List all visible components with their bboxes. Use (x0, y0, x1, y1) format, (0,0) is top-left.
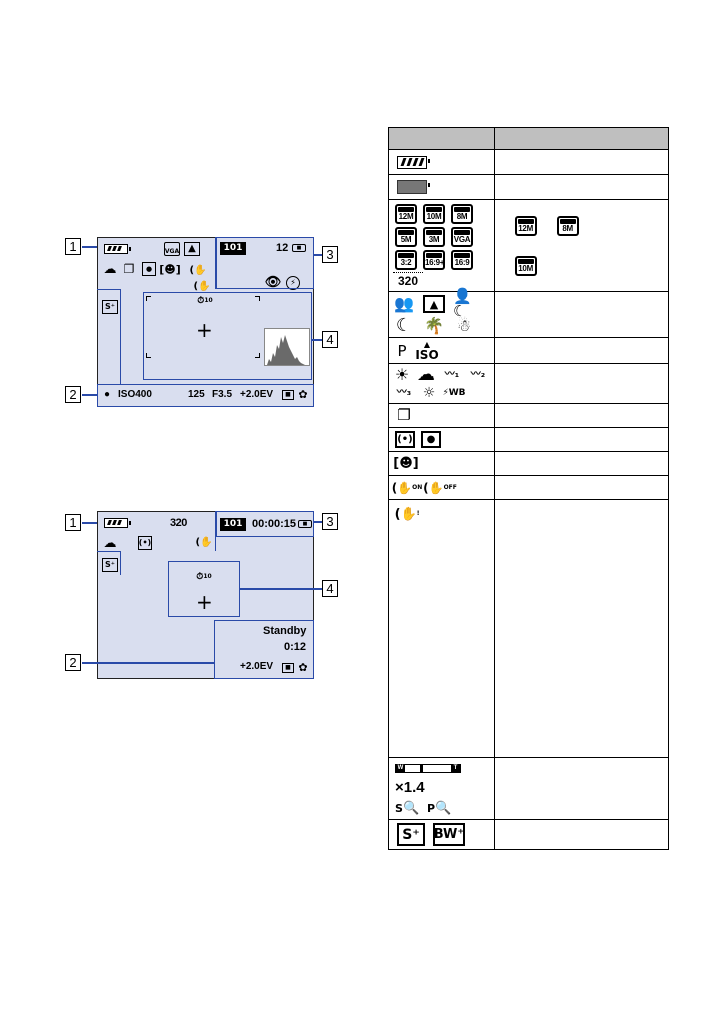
af-crosshair: + (196, 318, 213, 342)
cloudy-icon: ☁ (417, 364, 435, 385)
callout-area-4 (143, 292, 312, 380)
label-4: 4 (322, 331, 338, 348)
image-size-8m-icon: 8M (451, 204, 473, 224)
callout-area-1-tail (97, 551, 121, 575)
table-row (389, 200, 669, 292)
table-row (389, 404, 669, 428)
battery-full-icon (397, 156, 427, 169)
portrait-icon: 👥 (394, 294, 414, 313)
self-timer-icon: ⏱ 10 (197, 295, 213, 306)
ev-value: +2.0EV (240, 661, 274, 672)
label-2: 2 (65, 654, 81, 671)
table-row (389, 175, 669, 200)
folder-icon: 101 (220, 242, 246, 255)
image-size-vga-icon: VGA (164, 242, 180, 256)
table-row (389, 758, 669, 820)
dro-plus-icon: S⁺ (397, 823, 425, 846)
macro-icon: ✿ (298, 660, 308, 674)
callout-area-3 (216, 511, 314, 537)
shutter-speed: 125 (188, 389, 205, 400)
flash-wb-icon: ⚡WB (442, 387, 466, 398)
callout-area-1 (97, 511, 216, 551)
label-2: 2 (65, 386, 81, 403)
macro-icon: ✿ (298, 387, 308, 401)
recording-time: 00:00:15 (252, 518, 297, 530)
steadyshot-on-icon: (✋ ON (391, 480, 423, 495)
dro-plus-icon: S⁺ (102, 558, 118, 572)
image-size-10m-icon: 10M (515, 256, 537, 276)
steadyshot-off-icon: (✋ OFF (423, 480, 457, 495)
table-row (389, 452, 669, 476)
image-size-8m-icon: 8M (557, 216, 579, 236)
image-size-16-9-icon: 16:9 (451, 250, 473, 270)
twilight-portrait-icon: 👤☾ (453, 287, 472, 320)
cloudy-wb-icon: ☁ (103, 535, 117, 551)
dro-bw-icon: BW⁺ (433, 823, 465, 846)
burst-icon: ❐ (123, 262, 135, 276)
table-row (389, 500, 669, 758)
af-crosshair: + (196, 590, 213, 614)
label-1: 1 (65, 238, 81, 255)
battery-empty-icon (397, 180, 427, 194)
image-size-10m-icon: 10M (423, 204, 445, 224)
zoom-multiplier: ×1.4 (395, 778, 425, 796)
label-3: 3 (322, 513, 338, 530)
flash-off-icon: ⚡ (286, 276, 300, 290)
remaining-time: 0:12 (284, 641, 307, 653)
precision-zoom-icon: P 🔍 (427, 800, 452, 816)
cloudy-wb-icon: ☁ (103, 261, 117, 277)
table-row (389, 150, 669, 175)
image-size-12m-icon: 12M (515, 216, 537, 236)
table-row (389, 820, 669, 850)
label-4: 4 (322, 580, 338, 597)
rec-indicator: ● (104, 389, 111, 400)
fluorescent-2-icon: 〰₂ (470, 369, 486, 380)
table-row (389, 364, 669, 404)
table-header (389, 128, 669, 150)
label-1: 1 (65, 514, 81, 531)
aperture-value: F3.5 (212, 389, 233, 400)
image-size-5m-icon: 5M (395, 227, 417, 247)
camera-shake-icon: (✋ ! (394, 506, 420, 522)
callout-area-1-tail (97, 289, 121, 384)
ev-value: +2.0EV (240, 389, 274, 400)
multi-meter-icon: (•) (138, 536, 152, 550)
camera-shake-icon: (✋ (193, 281, 211, 292)
image-size-3-2-icon: 3:2 (395, 250, 417, 270)
twilight-icon: ☾ (395, 315, 413, 336)
callout-area-2 (214, 620, 314, 679)
table-row (389, 292, 669, 338)
icon-table (388, 127, 669, 850)
fluorescent-1-icon: 〰₁ (444, 369, 460, 380)
face-detect-icon: [☻] (159, 262, 181, 276)
iso-icon: ▲ ISO (415, 340, 439, 362)
sun-icon: ☀ (394, 365, 410, 384)
image-size-12m-icon: 12M (395, 204, 417, 224)
self-timer-icon: ⏱ 10 (196, 571, 212, 582)
af-range-icon: ■ (282, 663, 294, 673)
dro-plus-icon: S⁺ (102, 300, 118, 314)
landscape-icon: ▲ (423, 295, 445, 313)
callout-area-2 (97, 384, 314, 407)
movie-size-icon: 320 (170, 517, 187, 529)
beach-icon: 🌴 (424, 316, 444, 335)
burst-icon: ❐ (397, 405, 411, 424)
spot-meter-icon: ● (421, 431, 441, 448)
table-row (389, 428, 669, 452)
smart-zoom-icon: S 🔍 (395, 800, 420, 816)
folder-icon: 101 (220, 518, 246, 531)
incandescent-icon: ☼ (422, 385, 436, 401)
image-size-vga-icon: VGA (451, 227, 473, 247)
callout-area-3 (216, 237, 314, 289)
image-size-3m-icon: 3M (423, 227, 445, 247)
table-row (389, 476, 669, 500)
memory-icon: ■ (292, 244, 306, 252)
callout-area-4 (168, 561, 240, 617)
spot-meter-icon: ● (142, 262, 156, 276)
face-detect-icon: [☻] (393, 456, 419, 471)
af-range-icon: ■ (282, 390, 294, 400)
image-size-16-9-plus-icon: 16:9+ (423, 250, 445, 270)
fluorescent-3-icon: 〰₃ (396, 387, 412, 398)
steadyshot-icon: (✋ (189, 265, 207, 276)
iso-value: ISO400 (118, 389, 152, 400)
memory-icon: ■ (298, 520, 312, 528)
standby-label: Standby (263, 625, 307, 637)
multi-meter-icon: (•) (395, 431, 415, 448)
table-row (389, 338, 669, 364)
landscape-icon: ▲ (184, 242, 200, 256)
red-eye-icon: 👁 (264, 274, 282, 290)
movie-size-320-icon: 320 (393, 272, 423, 288)
label-3: 3 (322, 246, 338, 263)
zoom-bar-icon: W T (395, 764, 461, 773)
callout-area-1 (97, 237, 216, 289)
snow-icon: ☃ (456, 316, 472, 335)
shots-remaining: 12 (276, 242, 289, 254)
program-mode-icon: P (397, 341, 407, 360)
steadyshot-icon: (✋ (195, 537, 213, 548)
